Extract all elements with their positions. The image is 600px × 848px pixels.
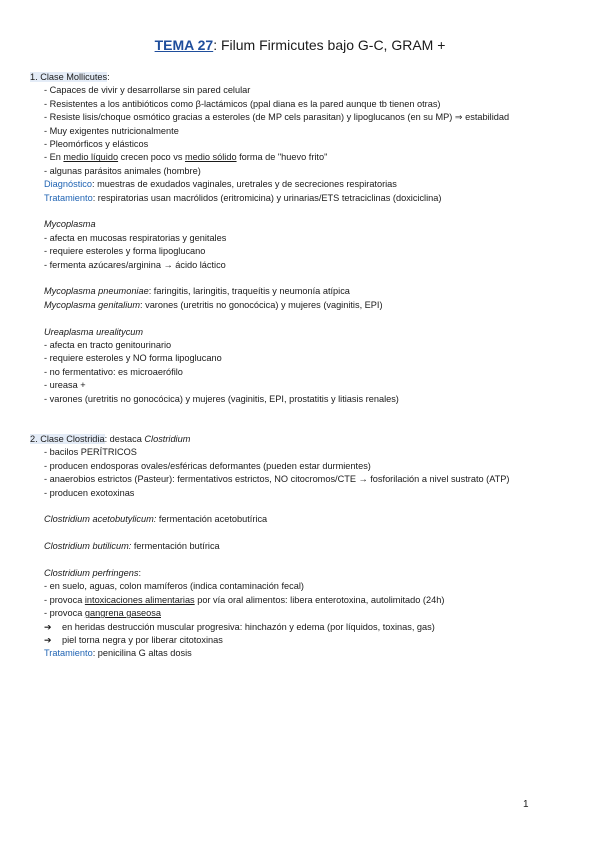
mollicutes-list [30,84,590,178]
perfringens-name: Clostridium perfringens [44,567,139,578]
butilicum-text: fermentación butírica [131,541,220,552]
medio-mid: crecen poco vs [118,152,185,163]
diagnostico-text: : muestras de exudados vaginales, uretrales y de secreciones respiratorias [92,179,397,190]
ureaplasma-heading: Ureaplasma urealitycum [44,326,144,337]
list-item: - requiere esteroles y forma lipoglucano [44,246,206,257]
list-item: - producen endosporas ovales/esféricas deformantes (pueden estar durmientes) [44,460,371,471]
item2-pre: - provoca [44,594,85,605]
list-item: - producen exotoxinas [44,487,135,498]
mycoplasma-block [30,218,590,406]
list-item: - requiere esteroles y NO forma lipoglucano [44,353,222,364]
title-tema: TEMA 27 [154,37,214,53]
tratamiento-text: : penicilina G altas dosis [92,648,192,659]
butilicum-name: Clostridium butilicum: [44,541,132,552]
genitalium-text: : varones (uretritis no gonocócica) y mujeres (vaginitis, EPI) [140,299,383,310]
butilicum-line [44,540,590,553]
mycoplasma-heading: Mycoplasma [44,219,96,230]
diagnostico-line [30,178,590,191]
tratamiento-line [30,192,590,205]
section2-heading-genus: Clostridium [144,433,191,444]
section2-heading-text: 2. Clase Clostridia [30,433,105,444]
arrow-icon: ➔ [44,621,52,632]
title-text: : Filum Firmicutes bajo G-C, GRAM + [213,37,446,53]
page-title [0,36,600,54]
list-item: - Capaces de vivir y desarrollarse sin pared celular [44,85,251,96]
pneumoniae-line [44,285,590,298]
genitalium-name: Mycoplasma genitalium [44,299,140,310]
tratamiento-label: Tratamiento [44,192,93,203]
section1-heading-suffix: : [107,72,110,82]
acetobutylicum-name: Clostridium acetobutylicum: [44,514,157,525]
page-number: 1 [523,799,529,810]
list-item: - Muy exigentes nutricionalmente [44,125,179,136]
list-item: - en suelo, aguas, colon mamíferos (indica contaminación fecal) [44,581,304,592]
list-item: - Resiste lisis/choque osmótico gracias a esteroles (de MP cels parasitan) y lipoglucanos (en su MP) ⇒ estabilidad [44,112,510,123]
medio-post: forma de "huevo frito" [236,152,328,163]
sub-item-text: en heridas destrucción muscular progresiva: hinchazón y edema (por líquidos, toxinas, gas) [62,621,435,632]
list-item: - varones (uretritis no gonocócica) y mujeres (vaginitis, EPI, prostatitis y litiasis renales) [44,393,399,404]
pneumoniae-text: : faringitis, laringitis, traqueítis y neumonía atípica [148,286,350,297]
perfringens-heading [44,567,590,580]
list-item: - Resistentes a los antibióticos como β-lactámicos (ppal diana es la pared aunque tb tienen otras) [44,98,441,109]
medio-solido: medio sólido [184,152,237,163]
genitalium-line [44,299,590,312]
sub-list-item [44,634,590,647]
document-body [30,71,590,661]
list-item: - anaerobios estrictos (Pasteur): fermentativos estrictos, NO citocromos/CTE → fosforilación a nivel sustrato (ATP) [44,474,510,485]
list-item [44,151,590,164]
sub-item-text: piel torna negra y por liberar citotoxinas [62,634,223,645]
clostridium-species-block [30,513,590,660]
medio-pre: - En [44,152,64,163]
medio-liquido: medio líquido [63,152,119,163]
section2-heading [30,433,590,446]
section1-heading-text: 1. Clase Mollicutes [30,72,108,82]
tratamiento-text: : respiratorias usan macrólidos (eritromicina) y urinarias/ETS tetraciclinas (doxiciclina) [92,192,442,203]
tratamiento-perfringens-line [44,647,590,660]
diagnostico-label: Diagnóstico [44,179,93,190]
gangrena-text: gangrena gaseosa [84,608,161,619]
list-item: - ureasa + [44,380,86,391]
list-item: - no fermentativo: es microaerófilo [44,366,183,377]
list-item: - afecta en tracto genitourinario [44,340,172,351]
list-item: - afecta en mucosas respiratorias y genitales [44,232,227,243]
acetobutylicum-text: fermentación acetobutírica [156,514,268,525]
list-item: - fermenta azúcares/arginina → ácido láctico [44,259,226,270]
arrow-icon: ➔ [44,634,52,645]
intoxicaciones-text: intoxicaciones alimentarias [84,594,195,605]
list-item: - Pleomórficos y elásticos [44,139,149,150]
perfringens-suffix: : [138,567,142,578]
item2-post: por vía oral alimentos: libera enterotoxina, autolimitado (24h) [194,594,445,605]
list-item: - algunas parásitos animales (hombre) [44,165,201,176]
tratamiento-label: Tratamiento [44,648,93,659]
section2-heading-mid: : destaca [104,433,145,444]
list-item [44,607,590,620]
sub-list-item [44,621,590,634]
acetobutylicum-line [44,513,590,526]
list-item [44,594,590,607]
clostridia-list [30,446,590,500]
section1-heading [30,71,590,84]
item3-pre: - provoca [44,608,85,619]
pneumoniae-name: Mycoplasma pneumoniae [44,286,149,297]
list-item: - bacilos PERÍTRICOS [44,447,137,458]
